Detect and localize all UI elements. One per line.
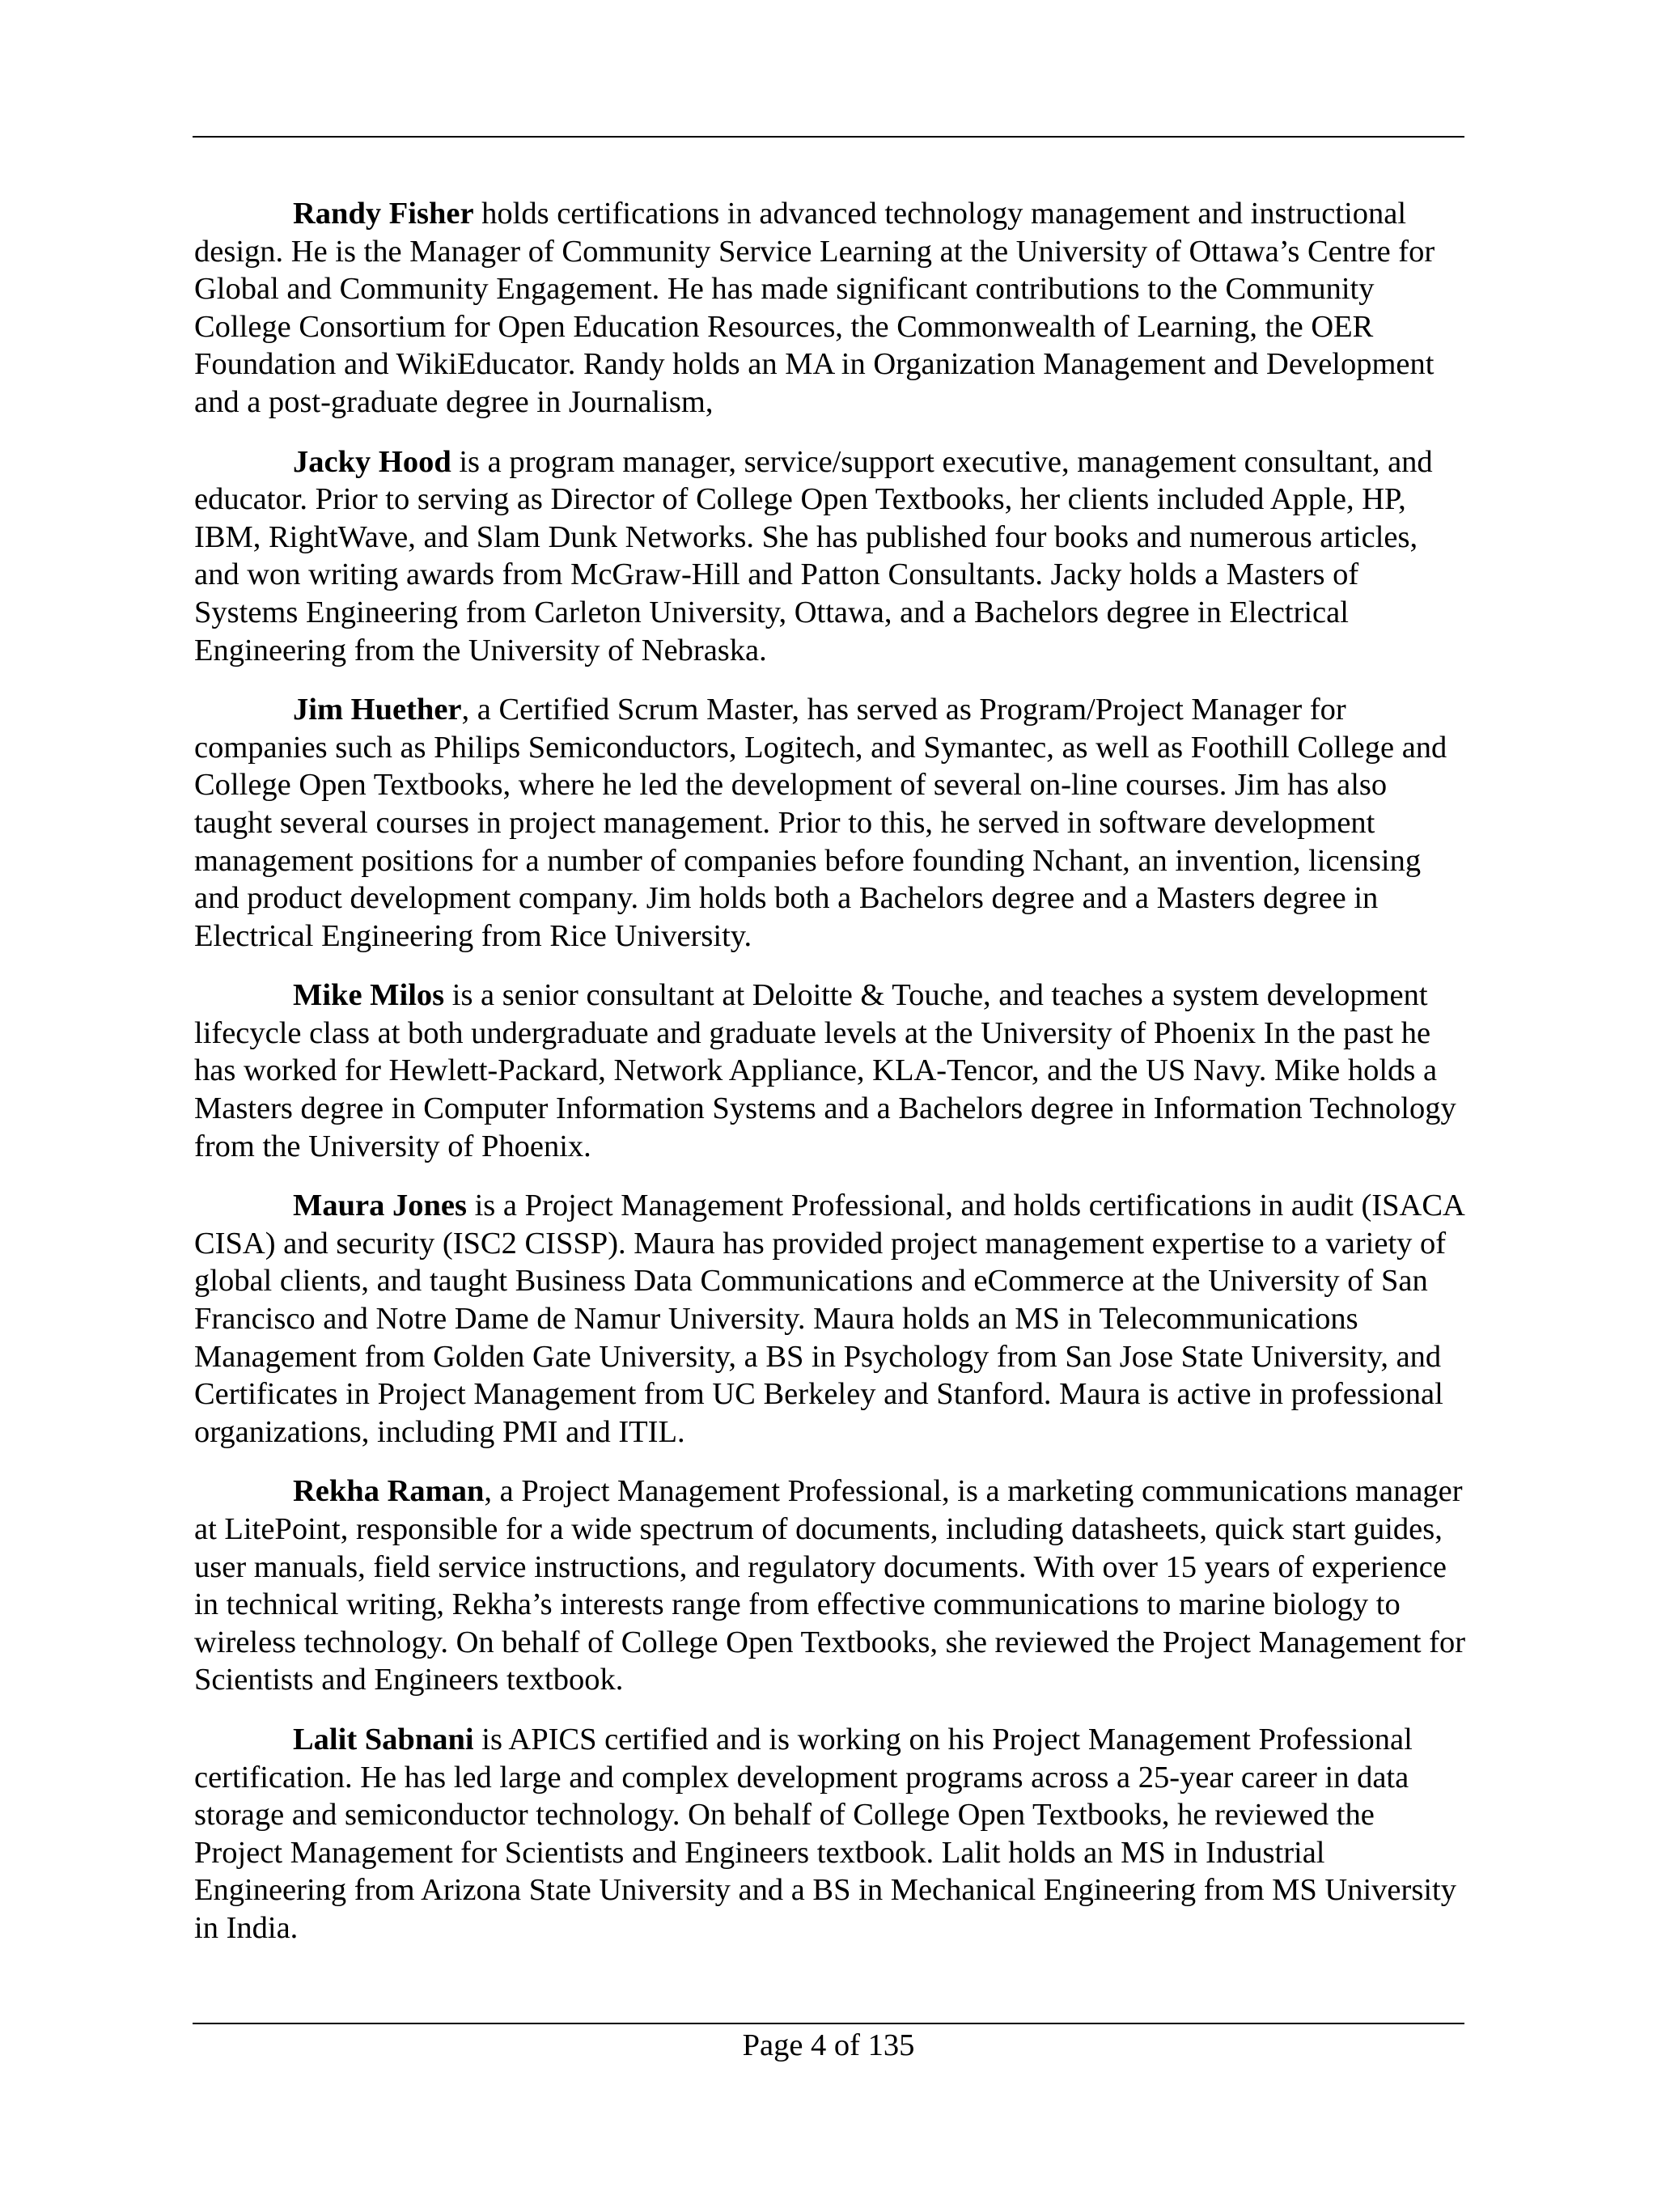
bio-text: , a Certified Scrum Master, has served as Program/Project Manager for companies such as Philips Semiconductors, Logitech, and Symantec, as well as Foothill College and College Open Textbooks, where he led the development of several on-line courses. Jim has also taught several courses in project management. Prior to this, he served in software development management positions for a number of companies before founding Nchant, an invention, licensing and product development company. Jim holds both a Bachelors degree and a Masters degree in Electrical Engineering from Rice University.	[194, 693, 1447, 953]
bio-name: Maura Jones	[293, 1189, 467, 1223]
bio-paragraph-mike-milos	[194, 977, 1466, 1165]
bio-text: is APICS certified and is working on his Project Management Professional certification. He has led large and complex development programs across a 25-year career in data storage and semiconductor technology. On behalf of College Open Textbooks, he reviewed the Project Management for Scientists and Engineers textbook. Lalit holds an MS in Industrial Engineering from Arizona State University and a BS in Mechanical Engineering from MS University in India.	[194, 1722, 1456, 1945]
bio-paragraph-jacky-hood	[194, 443, 1466, 670]
header-rule	[193, 136, 1464, 138]
bio-name: Lalit Sabnani	[293, 1722, 474, 1756]
bio-text: , a Project Management Professional, is a marketing communications manager at LitePoint, responsible for a wide spectrum of documents, including datasheets, quick start guides, user manuals, field service instructions, and regulatory documents. With over 15 years of experience in technical writing, Rekha’s interests range from effective communications to marine biology to wireless technology. On behalf of College Open Textbooks, she reviewed the Project Management for Scientists and Engineers textbook.	[194, 1474, 1466, 1697]
bio-paragraph-maura-jones	[194, 1187, 1466, 1451]
bio-name: Jacky Hood	[293, 444, 451, 479]
bio-text: is a Project Management Professional, and holds certifications in audit (ISACA CISA) and security (ISC2 CISSP). Maura has provided project management expertise to a variety of global clients, and taught Business Data Communications and eCommerce at the University of San Francisco and Notre Dame de Namur University. Maura holds an MS in Telecommunications Management from Golden Gate University, a BS in Psychology from San Jose State University, and Certificates in Project Management from UC Berkeley and Stanford. Maura is active in professional organizations, including PMI and ITIL.	[194, 1189, 1464, 1449]
bio-text: is a program manager, service/support executive, management consultant, and educator. Prior to serving as Director of College Open Textbooks, her clients included Apple, HP, IBM, RightWave, and Slam Dunk Networks. She has published four books and numerous articles, and won writing awards from McGraw-Hill and Patton Consultants. Jacky holds a Masters of Systems Engineering from Carleton University, Ottawa, and a Bachelors degree in Electrical Engineering from the University of Nebraska.	[194, 444, 1433, 667]
footer-rule	[193, 2023, 1464, 2024]
bio-paragraph-randy-fisher	[194, 195, 1466, 422]
bio-name: Mike Milos	[293, 978, 445, 1013]
bio-paragraph-rekha-raman	[194, 1473, 1466, 1699]
bio-text: is a senior consultant at Deloitte & Touche, and teaches a system development lifecycle class at both undergraduate and graduate levels at the University of Phoenix In the past he has worked for Hewlett-Packard, Network Appliance, KLA-Tencor, and the US Navy. Mike holds a Masters degree in Computer Information Systems and a Bachelors degree in Information Technology from the University of Phoenix.	[194, 978, 1456, 1163]
bio-name: Randy Fisher	[293, 197, 474, 231]
bio-name: Rekha Raman	[293, 1474, 485, 1509]
bio-text: holds certifications in advanced technology management and instructional design. He is the Manager of Community Service Learning at the University of Ottawa’s Centre for Global and Community Engagement. He has made significant contributions to the Community College Consortium for Open Education Resources, the Commonwealth of Learning, the OER Foundation and WikiEducator. Randy holds an MA in Organization Management and Development and a post-graduate degree in Journalism,	[194, 197, 1435, 419]
bio-name: Jim Huether	[293, 693, 462, 727]
bio-paragraph-lalit-sabnani	[194, 1721, 1466, 1947]
page-body	[194, 195, 1466, 1969]
bio-paragraph-jim-huether	[194, 691, 1466, 955]
page-number: Page 4 of 135	[742, 2028, 915, 2062]
